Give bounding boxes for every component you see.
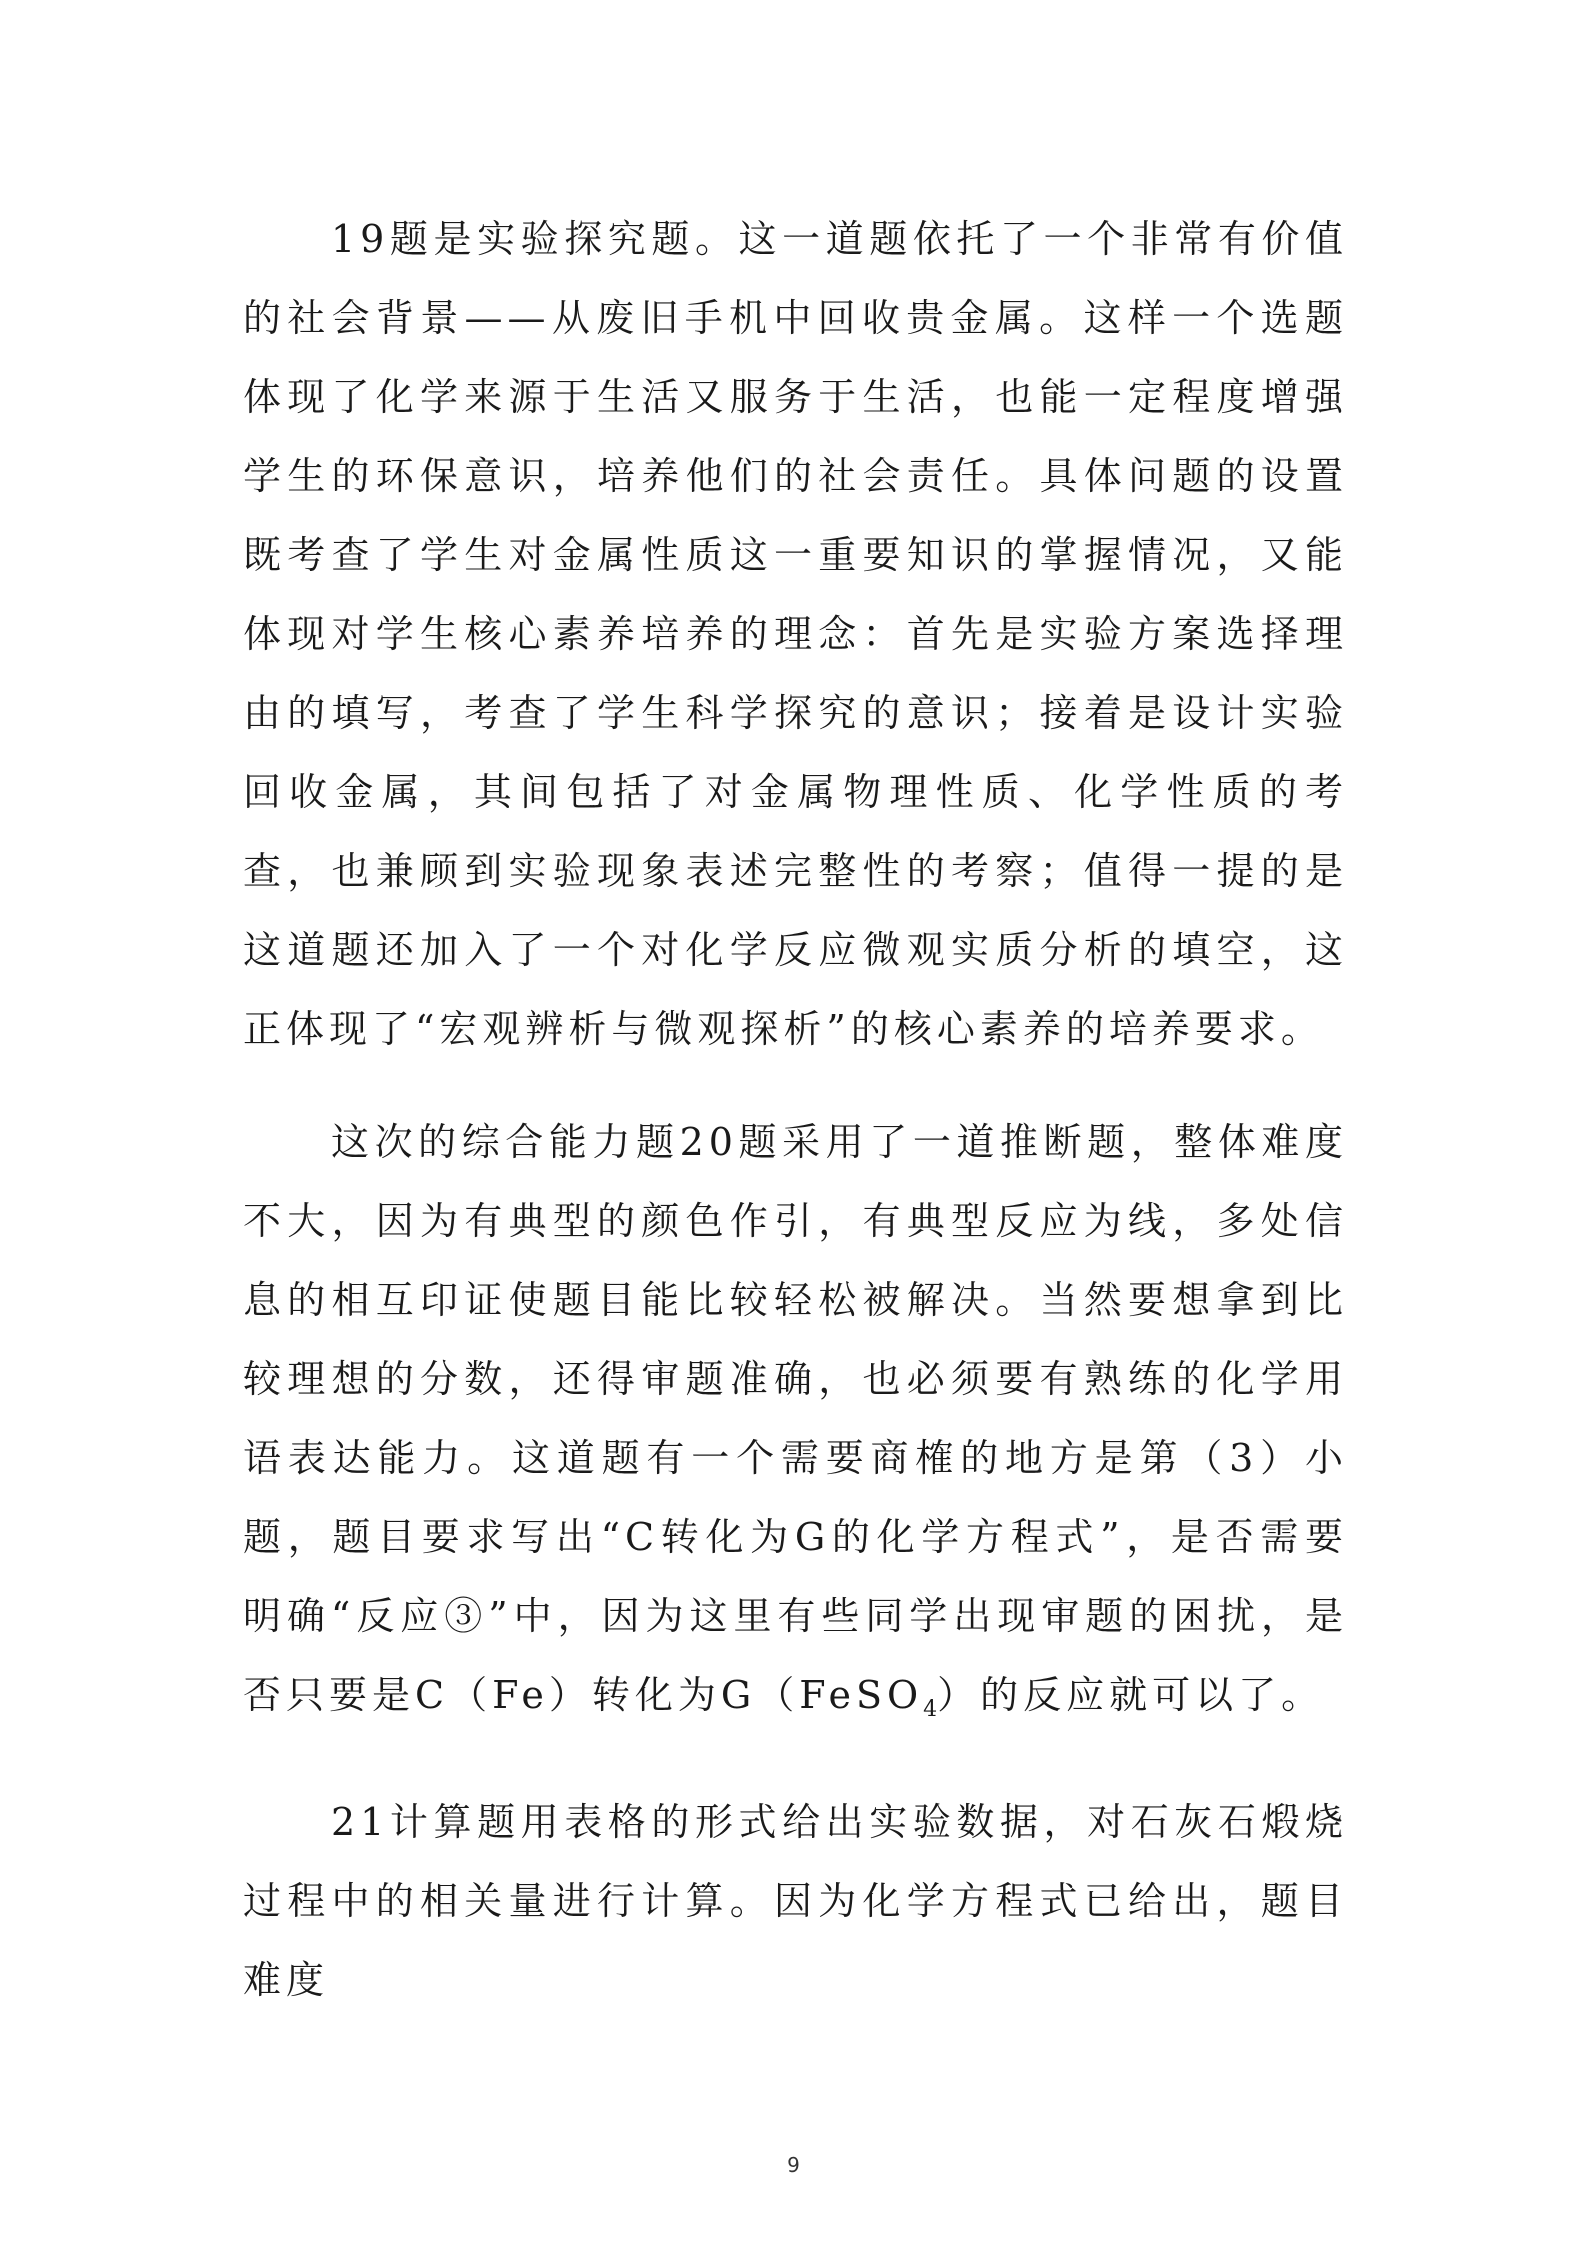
paragraph-question-20-text: 这次的综合能力题20题采用了一道推断题，整体难度不大，因为有典型的颜色作引，有典型反应为线，多处信息的相互印证使题目能比较轻松被解决。当然要想拿到比较理想的分数，还得审题准确，也必须要有熟练的化学用语表达能力。这道题有一个需要商榷的地方是第（3）小题，题目要求写出“C转化为G的化学方程式”，是否需要明确“反应③”中，因为这里有些同学出现审题的困扰，是否只要是C（Fe）转化为G（FeSO [243,1120,1348,1717]
paragraph-question-19-text: 19题是实验探究题。这一道题依托了一个非常有价值的社会背景——从废旧手机中回收贵金属。这样一个选题体现了化学来源于生活又服务于生活，也能一定程度增强学生的环保意识，培养他们的社会责任。具体问题的设置既考查了学生对金属性质这一重要知识的掌握情况，又能体现对学生核心素养培养的理念：首先是实验方案选择理由的填写，考查了学生科学探究的意识；接着是设计实验回收金属，其间包括了对金属物理性质、化学性质的考查，也兼顾到实验现象表述完整性的考察；值得一提的是这道题还加入了一个对化学反应微观实质分析的填空，这正体现了“宏观辨析与微观探析”的核心素养的培养要求。 [243,217,1348,1051]
paragraph-question-21 [243,1783,1348,2020]
paragraph-question-20-tail: ）的反应就可以了。 [937,1673,1325,1717]
body-text [243,200,1348,2020]
paragraph-question-21-text: 21计算题用表格的形式给出实验数据，对石灰石煅烧过程中的相关量进行计算。因为化学方程式已给出，题目难度 [243,1800,1348,2002]
paragraph-question-20 [243,1103,1348,1749]
page-number: 9 [787,2153,800,2177]
paragraph-question-19 [243,200,1348,1069]
subscript-4: 4 [923,1697,938,1722]
